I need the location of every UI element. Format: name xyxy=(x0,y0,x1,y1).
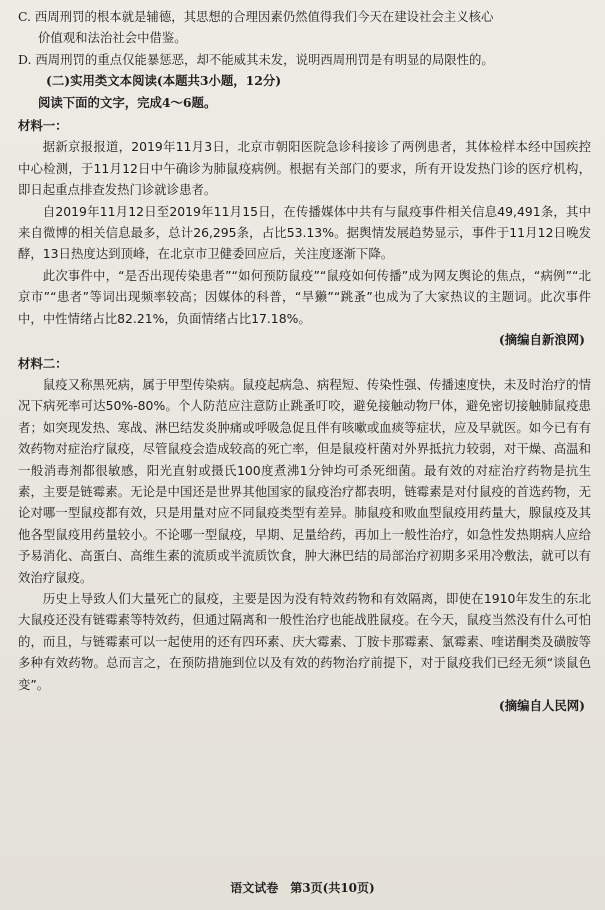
option-d: D. 西周刑罚的重点仅能暴惩恶，却不能威其未发，说明西周刑罚是有明显的局限性的。 xyxy=(18,51,494,67)
material-2-paragraph-2: 历史上导致人们大量死亡的鼠疫，主要是因为没有特效药物和有效隔离，即使在1910年发生的东北大鼠疫还没有链霉素等特效药，但通过隔离和一般性治疗也能战胜鼠疫。在今天，鼠疫当然没有什么可怕的，而且，与链霉素可以一起使用的还有四环素、庆大霉素、丁胺卡那霉素、氯霉素、喹诺酮类及磺胺等多种有效药物。总而言之，在预防措施到位以及有效的药物治疗前提下，对于鼠疫我们已经无须“谈鼠色变”。 xyxy=(18,590,591,692)
section-title: (二)实用类文本阅读(本题共3小题，12分) xyxy=(46,73,282,89)
option-c-text-1: C. 西周刑罚的根本就是辅德，其思想的合理因素仍然值得我们今天在建设社会主义核心 xyxy=(18,9,494,24)
material-2-heading: 材料二： xyxy=(18,355,68,371)
material-1-paragraph-2: 自2019年11月12日至2019年11月15日，在传播媒体中共有与鼠疫事件相关信息49,491条，其中来自微博的相关信息最多，总计26,295条，占比53.13%。据舆情发展趋势显示，事件于11月12日晚发酵，13日热度达到顶峰，在北京市卫健委回应后，关注度逐渐下降。 xyxy=(18,203,591,262)
page-footer: 语文试卷 第3页(共10页) xyxy=(230,881,375,895)
material-2-source: (摘编自人民网) xyxy=(498,698,585,713)
section-instruction: 阅读下面的文字，完成4～6题。 xyxy=(38,94,217,110)
option-c-text-2: 价值观和法治社会中借鉴。 xyxy=(38,30,187,46)
material-1-paragraph-1: 据新京报报道，2019年11月3日，北京市朝阳医院急诊科接诊了两例患者，其体检样本经中国疾控中心检测，于11月12日中午确诊为肺鼠疫病例。根据有关部门的要求，所有开设发热门诊的医疗机构，即日起重点排查发热门诊就诊患者。 xyxy=(18,139,591,198)
material-1-paragraph-3: 此次事件中，“是否出现传染患者”“如何预防鼠疫”“鼠疫如何传播”成为网友舆论的焦点，“病例”“北京市”“患者”等词出现频率较高；因媒体的科普，“旱獭”“跳蚤”也成为了大家热议的主题词。此次事件中，中性情绪占比82.21%，负面情绪占比17.18%。 xyxy=(18,267,591,326)
material-1-heading: 材料一： xyxy=(18,118,68,134)
material-1-source: (摘编自新浪网) xyxy=(498,332,585,348)
material-2-paragraph-1: 鼠疫又称黑死病，属于甲型传染病。鼠疫起病急、病程短、传染性强、传播速度快，未及时治疗的情况下病死率可达50%-80%。个人防范应注意防止跳蚤叮咬，避免接触动物尸体，避免密切接触肺鼠疫患者；如突现发热、寒战、淋巴结发炎肿痛或呼吸急促且伴有咳嗽或血痰等症状，应及早就医。如今已有有效药物对症治疗鼠疫，尽管鼠疫会造成较高的死亡率，但是鼠疫杆菌对外界抵抗力较弱，对干燥、高温和一般消毒剂都很敏感，阳光直射或摄氏100度煮沸1分钟均可杀死细菌。最有效的对症治疗药物是抗生素，主要是链霉素。无论是中国还是世界其他国家的鼠疫治疗都表明，链霉素是对付鼠疫的首选药物，无论对哪一型鼠疫都有效，只是用量对应不同鼠疫类型有差异。肺鼠疫和败血型鼠疫用药量大，腺鼠疫及其他各型鼠疫用药量较小。不论哪一型鼠疫，早期、足量给药，再加上一般性治疗，如急性发热期病人应给予易消化、高蛋白、高维生素的流质或半流质饮食，肿大淋巴结的局部治疗初期多采用冷敷法，就可以有效治疗鼠疫。 xyxy=(18,376,591,585)
option-c xyxy=(18,6,591,49)
